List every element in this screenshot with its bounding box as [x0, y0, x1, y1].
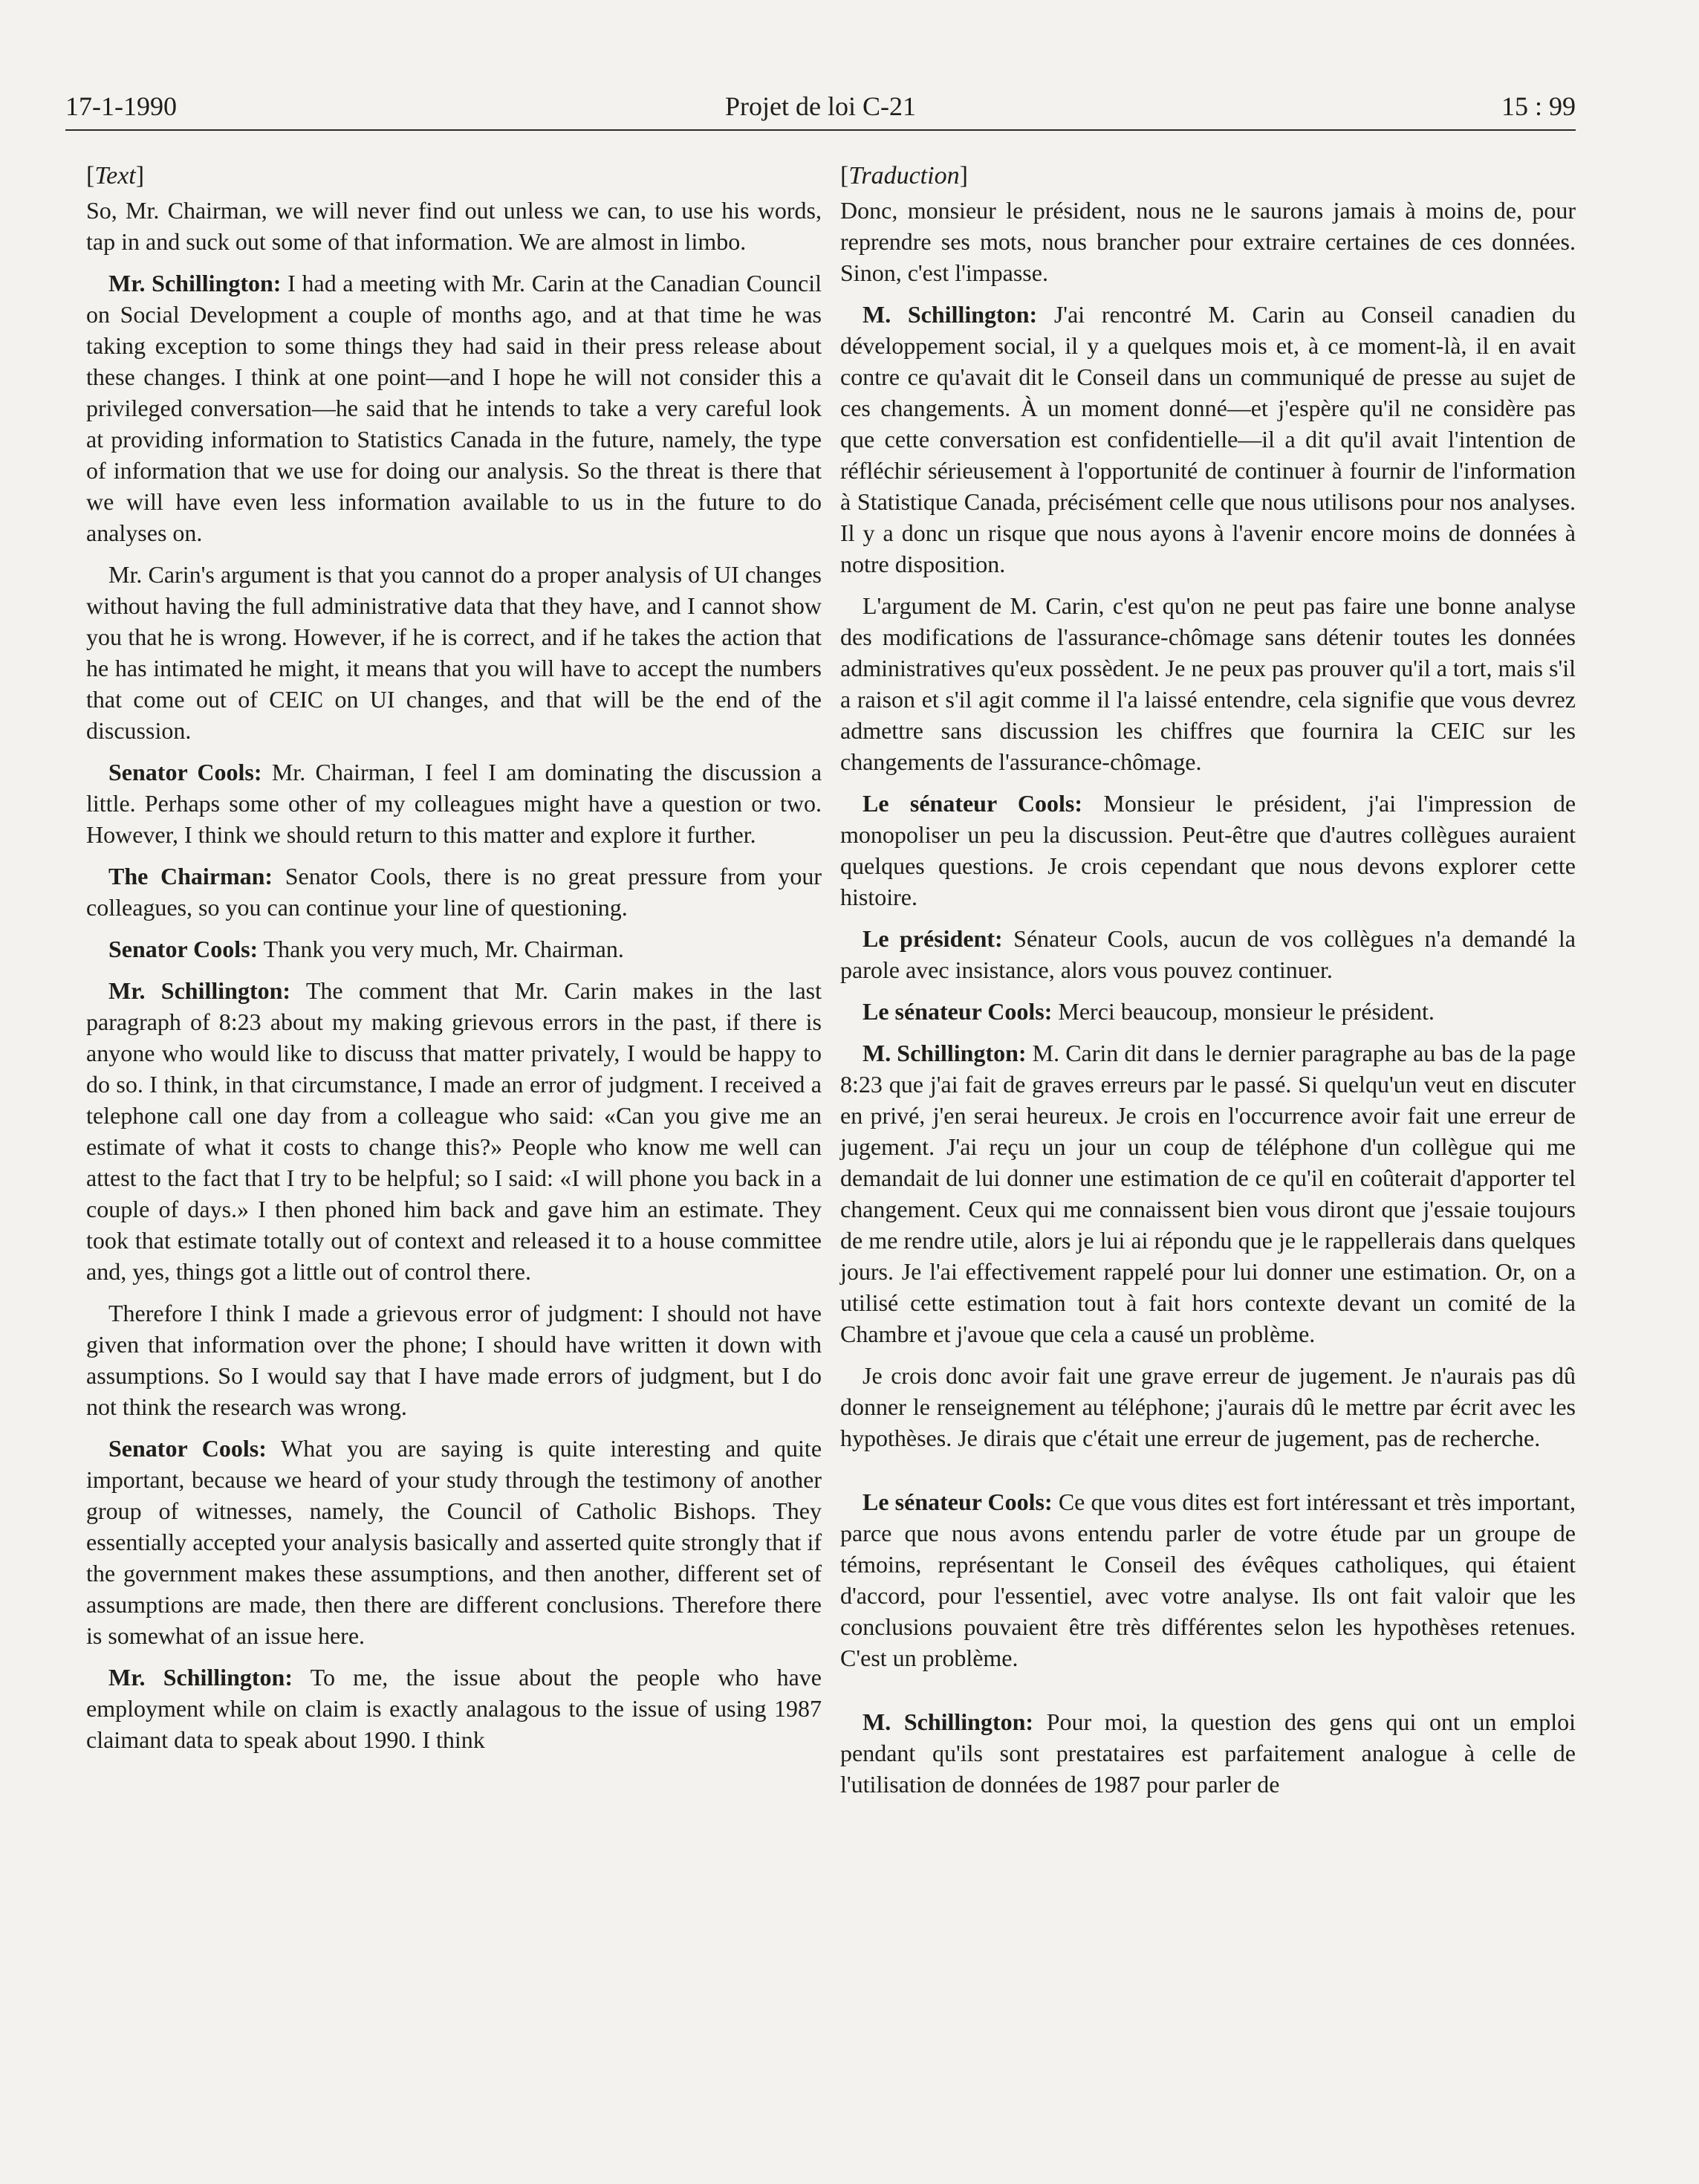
speaker-name: Le président:	[863, 925, 1003, 952]
speaker-name: Senator Cools:	[108, 936, 259, 962]
header-rule	[65, 129, 1576, 131]
column-tag: [Text]	[86, 162, 145, 189]
page-header	[65, 82, 1576, 129]
paragraph: M. Schillington: J'ai rencontré M. Carin au Conseil canadien du développement social, il y a quelques mois et, à ce moment-là, il en avait contre ce qu'avait dit le Conseil dans un communiqué de presse au sujet de ces changements. À un moment donné—et j'espère qu'il ne considère pas que cette conversation est confidentielle—il a dit qu'il avait l'intention de réfléchir sérieusement à l'opportunité de continuer à fournir de l'information à Statistique Canada, précisément celle que nous utilisons pour nos analyses. Il y a donc un risque que nous ayons à l'avenir encore moins de données à notre disposition.	[840, 301, 1576, 577]
speaker-name: Mr. Schillington:	[108, 270, 282, 297]
paragraph: The Chairman: Senator Cools, there is no great pressure from your colleagues, so you can continue your line of questioning.	[86, 863, 822, 921]
paragraph: Therefore I think I made a grievous error of judgment: I should not have given that information over the phone; I should have written it down with assumptions. So I would say that I have made errors of judgment, but I do not think the research was wrong.	[86, 1300, 822, 1420]
paragraph: Mr. Carin's argument is that you cannot do a proper analysis of UI changes without having the full administrative data that they have, and I cannot show you that he is wrong. However, if he is correct, and if he takes the action that he has intimated he might, it means that you will have to accept the numbers that come out of CEIC on UI changes, and that will be the end of the discussion.	[86, 561, 822, 744]
paragraph: Le sénateur Cools: Merci beaucoup, monsieur le président.	[863, 998, 1435, 1025]
speaker-name: Senator Cools:	[108, 759, 262, 785]
header-page-number: 15 : 99	[1501, 91, 1576, 121]
paragraph: Mr. Schillington: The comment that Mr. Carin makes in the last paragraph of 8:23 about my making grievous errors in the past, if there is anyone who would like to discuss that matter privately, I would be happy to do so. I think, in that circumstance, I made an error of judgment. I received a telephone call one day from a colleague who said: «Can you give me an estimate of what it costs to change this?» People who know me well can attest to the fact that I try to be helpful; so I said: «I will phone you back in a couple of days.» I then phoned him back and gave him an estimate. They took that estimate totally out of context and released it to a house committee and, yes, things got a little out of control there.	[86, 977, 822, 1285]
paragraph: Je crois donc avoir fait une grave erreur de jugement. Je n'aurais pas dû donner le renseignement au téléphone; j'aurais dû le mettre par écrit avec les hypothèses. Je dirais que c'était une erreur de jugement, pas de recherche.	[840, 1362, 1576, 1451]
speaker-name: M. Schillington:	[863, 1040, 1027, 1066]
speaker-name: M. Schillington:	[863, 301, 1038, 328]
speaker-name: Mr. Schillington:	[108, 1664, 293, 1691]
header-date: 17-1-1990	[65, 91, 177, 121]
header-title: Projet de loi C-21	[725, 91, 916, 121]
speaker-name: Le sénateur Cools:	[863, 998, 1053, 1025]
column-tag: [Traduction]	[840, 162, 968, 189]
paragraph: L'argument de M. Carin, c'est qu'on ne peut pas faire une bonne analyse des modifications de l'assurance-chômage sans détenir toutes les données administratives qu'eux possèdent. Je ne peux pas prouver qu'il a tort, mais s'il a raison et s'il agit comme il l'a laissé entendre, cela signifie que vous devrez admettre sans discussion les chiffres que fournira la CEIC sur les changements de l'assurance-chômage.	[840, 592, 1576, 775]
french-column	[840, 156, 1576, 1810]
paragraph: Senator Cools: Mr. Chairman, I feel I am dominating the discussion a little. Perhaps some other of my colleagues might have a question or two. However, I think we should return to this matter and explore it further.	[86, 759, 822, 848]
english-column	[86, 156, 822, 1766]
speaker-name: Mr. Schillington:	[108, 977, 291, 1004]
paragraph: M. Schillington: Pour moi, la question des gens qui ont un emploi pendant qu'ils sont prestataires est parfaitement analogue à celle de l'utilisation de données de 1987 pour parler de	[840, 1708, 1576, 1798]
paragraph: Le sénateur Cools: Monsieur le président, j'ai l'impression de monopoliser un peu la discussion. Peut-être que d'autres collègues auraient quelques questions. Je crois cependant que nous devons explorer cette histoire.	[840, 790, 1576, 910]
speaker-name: Le sénateur Cools:	[863, 790, 1083, 817]
paragraph: Mr. Schillington: I had a meeting with Mr. Carin at the Canadian Council on Social Development a couple of months ago, and at that time he was taking exception to some things they had said in their press release about these changes. I think at one point—and I hope he will not consider this a privileged conversation—he said that he intends to take a very careful look at providing information to Statistics Canada in the future, namely, the type of information that we use for doing our analysis. So the threat is there that we will have even less information available to us in the future to do analyses on.	[86, 270, 822, 546]
paragraph: So, Mr. Chairman, we will never find out unless we can, to use his words, tap in and suck out some of that information. We are almost in limbo.	[86, 197, 822, 255]
paragraph: Mr. Schillington: To me, the issue about the people who have employment while on claim is exactly analagous to the issue of using 1987 claimant data to speak about 1990. I think	[86, 1664, 822, 1753]
paragraph: Donc, monsieur le président, nous ne le saurons jamais à moins de, pour reprendre ses mots, nous brancher pour extraire certaines de ces données. Sinon, c'est l'impasse.	[840, 197, 1576, 286]
paragraph: M. Schillington: M. Carin dit dans le dernier paragraphe au bas de la page 8:23 que j'ai fait de graves erreurs par le passé. Si quelqu'un veut en discuter en privé, j'en serai heureux. Je crois en l'occurrence avoir fait une erreur de jugement. J'ai reçu un jour un coup de téléphone d'un collègue qui me demandait de lui donner une estimation de ce qu'il en coûterait d'apporter tel changement. Ceux qui me connaissent bien vous diront que j'essaie toujours de me rendre utile, alors je lui ai répondu que je le rappellerais dans quelques jours. Je l'ai effectivement rappelé pour lui donner une estimation. Or, on a utilisé cette estimation tout à fait hors contexte devant un comité de la Chambre et j'avoue que cela a causé un problème.	[840, 1040, 1576, 1347]
paragraph: Le sénateur Cools: Ce que vous dites est fort intéressant et très important, parce que nous avons entendu parler de votre étude par un groupe de témoins, représentant le Conseil des évêques catholiques, qui étaient d'accord, pour l'essentiel, avec votre analyse. Ils ont fait valoir que les conclusions pouvaient être très différentes selon les hypothèses retenues. C'est un problème.	[840, 1488, 1576, 1671]
paragraph: Senator Cools: What you are saying is quite interesting and quite important, because we heard of your study through the testimony of another group of witnesses, namely, the Council of Catholic Bishops. They essentially accepted your analysis basically and asserted quite strongly that if the government makes these assumptions, and then another, different set of assumptions are made, then there are different conclusions. Therefore there is somewhat of an issue here.	[86, 1435, 822, 1649]
paragraph: Le président: Sénateur Cools, aucun de vos collègues n'a demandé la parole avec insistance, alors vous pouvez continuer.	[840, 925, 1576, 983]
speaker-name: Le sénateur Cools:	[863, 1488, 1053, 1515]
speaker-name: Senator Cools:	[108, 1435, 267, 1462]
paragraph: Senator Cools: Thank you very much, Mr. Chairman.	[108, 936, 624, 962]
speaker-name: The Chairman:	[108, 863, 273, 890]
speaker-name: M. Schillington:	[863, 1708, 1034, 1735]
